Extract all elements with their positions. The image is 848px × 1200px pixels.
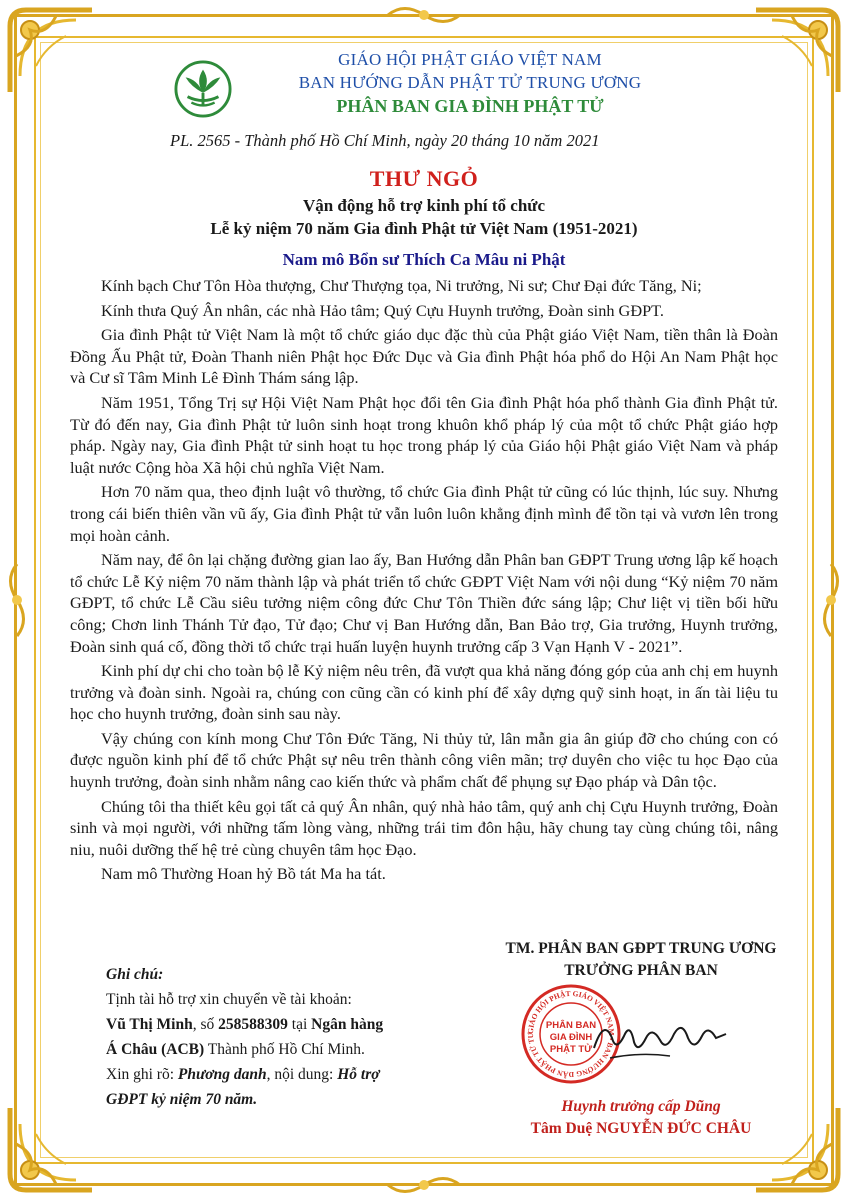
note-content-2: GĐPT kỷ niệm 70 năm.: [106, 1091, 258, 1108]
letter-title: THƯ NGỎ: [369, 166, 479, 191]
header-line-1: GIÁO HỘI PHẬT GIÁO VIỆT NAM: [338, 50, 602, 69]
signature-position: TRƯỞNG PHÂN BAN: [564, 962, 718, 979]
side-ornament-left: [2, 560, 32, 640]
bottom-ornament: [384, 1170, 464, 1200]
opening-invocation: Nam mô Bổn sư Thích Ca Mâu ni Phật: [282, 250, 566, 269]
paragraph-salutation-1: Kính bạch Chư Tôn Hòa thượng, Chư Thượng tọa, Ni trưởng, Ni sư; Chư Đại đức Tăng, Ni;: [101, 276, 702, 295]
letter-subtitle-1: Vận động hỗ trợ kinh phí tổ chức: [302, 196, 546, 215]
letter-subtitle-2: Lễ kỷ niệm 70 năm Gia đình Phật tử Việt Nam (1951-2021): [210, 219, 638, 238]
top-ornament: [384, 0, 464, 30]
paragraph-budget: Kinh phí dự chi cho toàn bộ lễ Kỷ niệm nêu trên, đã vượt qua khả năng đóng góp của anh chị em huynh trưởng và đoàn sinh. Ngoài ra, chúng con cũng cần có kinh phí để xây dựng quỹ sinh hoạt, in ấn tài liệu tu học cho huynh trưởng, đoàn sinh sau này.: [70, 661, 778, 724]
seal-line-1: PHÂN BAN: [545, 1020, 597, 1031]
signer-name: Tâm Duệ NGUYỄN ĐỨC CHÂU: [530, 1120, 752, 1137]
note-content-line: [106, 1062, 430, 1087]
header-line-3: PHÂN BAN GIA ĐÌNH PHẬT TỬ: [336, 96, 604, 116]
note-title: Ghi chú:: [106, 966, 164, 983]
paragraph-1951: Năm 1951, Tổng Trị sự Hội Việt Nam Phật học đổi tên Gia đình Phật hóa phổ thành Gia đình Phật tử. Từ đó đến nay, Gia đình Phật tử luôn sinh hoạt trong khuôn khổ pháp lý của một tổ chức Phật giáo hợp pháp. Ngày nay, Gia đình Phật tử sinh hoạt tu học trong pháp lý của Giáo hội Phật giáo Việt Nam và pháp luật nước Cộng hòa Xã hội chủ nghĩa Việt Nam.: [70, 392, 778, 477]
side-ornament-right: [816, 560, 846, 640]
paragraph-closing: Nam mô Thường Hoan hỷ Bồ tát Ma ha tát.: [101, 864, 386, 884]
lotus-logo-icon: [174, 60, 232, 118]
paragraph-salutation-2: Kính thưa Quý Ân nhân, các nhà Hảo tâm; Quý Cựu Huynh trưởng, Đoàn sinh GĐPT.: [101, 300, 664, 320]
signer-rank: Huynh trưởng cấp Dũng: [561, 1098, 721, 1115]
letter-date: PL. 2565 - Thành phố Hồ Chí Minh, ngày 20 tháng 10 năm 2021: [170, 131, 600, 150]
signature-block: [466, 938, 816, 982]
note-ghi-ro: Xin ghi rõ:: [106, 1066, 178, 1083]
note-phuong-danh: Phương danh: [177, 1066, 267, 1083]
note-content-1: Hỗ trợ: [337, 1066, 380, 1083]
note-bank-line: [106, 1037, 430, 1062]
note-city: Thành phố Hồ Chí Minh.: [204, 1041, 365, 1058]
bank-name-2: Á Châu (ACB): [106, 1041, 205, 1058]
corner-ornament-bottom-left: [6, 1104, 96, 1194]
paragraph-request: Vậy chúng con kính mong Chư Tôn Đức Tăng, Ni thủy tử, lân mẫn gia ân giúp đỡ cho chúng con có được nguồn kinh phí để tổ chức Phật sự nêu trên thành công viên mãn; trợ duyên cho việc tu học Đạo của huynh trưởng, đoàn sinh nhằm nâng cao kiến thức và phẩm chất để phụng sự Đạo pháp và Dân tộc.: [70, 728, 778, 792]
paragraph-plan: Năm nay, để ôn lại chặng đường gian lao ấy, Ban Hướng dẫn Phân ban GĐPT Trung ương lập kế hoạch tổ chức Lễ Kỷ niệm 70 năm thành lập và phát triển tổ chức GĐPT Việt Nam với nội dung “Kỷ niệm 70 năm GĐPT, tổ chức Lễ Cầu siêu tưởng niệm công đức Chư Tôn Thiền đức sáng lập; Chư liệt vị tiền bối hữu công; Chơn linh Thánh Tử đạo, Tử đạo; Chư vị Ban Hướng dẫn, Ban Bảo trợ, Gia trưởng, Huynh trưởng, Đoàn sinh quá cố, đồng thời tổ chức trại huấn luyện huynh trưởng cấp 3 Vạn Hạnh V - 2021”.: [70, 550, 778, 656]
account-number: 258588309: [218, 1016, 288, 1033]
note-account-line: [106, 1012, 430, 1037]
handwritten-signature: [590, 1008, 730, 1068]
note-noi-dung: , nội dung:: [266, 1066, 338, 1083]
paragraph-appeal: Chúng tôi tha thiết kêu gọi tất cả quý Ân nhân, quý nhà hảo tâm, quý anh chị Cựu Huynh trưởng, Đoàn sinh và mọi người, với những tấm lòng vàng, những trái tim đôn hậu, hãy chung tay cùng chúng tôi, nâng niu, nuôi dưỡng thế hệ trẻ cùng chuyên tâm học Đạo.: [70, 796, 778, 859]
header-line-2: BAN HƯỚNG DẪN PHẬT TỬ TRUNG ƯƠNG: [298, 73, 642, 92]
bank-name-1: Ngân hàng: [311, 1016, 384, 1033]
seal-line-2: GIA ĐÌNH: [549, 1032, 593, 1043]
paragraph-70-years: Hơn 70 năm qua, theo định luật vô thường, tổ chức Gia đình Phật tử cũng có lúc thịnh, lúc suy. Nhưng trong cái biến thiên vần vũ ấy, Gia đình Phật tử vẫn luôn luôn khẳng định mình để tồn tại và vươn lên trong mọi hoàn cảnh.: [70, 482, 778, 545]
note-tai-label: tại: [287, 1016, 312, 1033]
letter-header: [70, 48, 770, 124]
seal-line-3: PHẬT TỬ: [549, 1044, 593, 1055]
account-holder: Vũ Thị Minh: [106, 1016, 193, 1033]
corner-ornament-bottom-right: [752, 1104, 842, 1194]
letter-body: [70, 275, 778, 888]
seal-ring-text: GIÁO HỘI PHẬT GIÁO VIỆT NAM • BAN HƯỚNG DẪN PHẬT TỬ TƯ: [525, 988, 617, 1080]
bank-note: [106, 962, 430, 1112]
signature-org: TM. PHÂN BAN GĐPT TRUNG ƯƠNG: [505, 940, 777, 957]
note-so-label: , số: [192, 1016, 219, 1033]
note-transfer-line: Tịnh tài hỗ trợ xin chuyển về tài khoản:: [106, 991, 352, 1008]
paragraph-history: Gia đình Phật tử Việt Nam là một tổ chức giáo dục đặc thù của Phật giáo Việt Nam, tiền thân là Đoàn Đồng Ấu Phật tử, Đoàn Thanh niên Phật học Đức Dục và Gia đình Phật hóa phổ do Hội An Nam Phật học và Cư sĩ Tâm Minh Lê Đình Thám sáng lập.: [70, 325, 778, 388]
